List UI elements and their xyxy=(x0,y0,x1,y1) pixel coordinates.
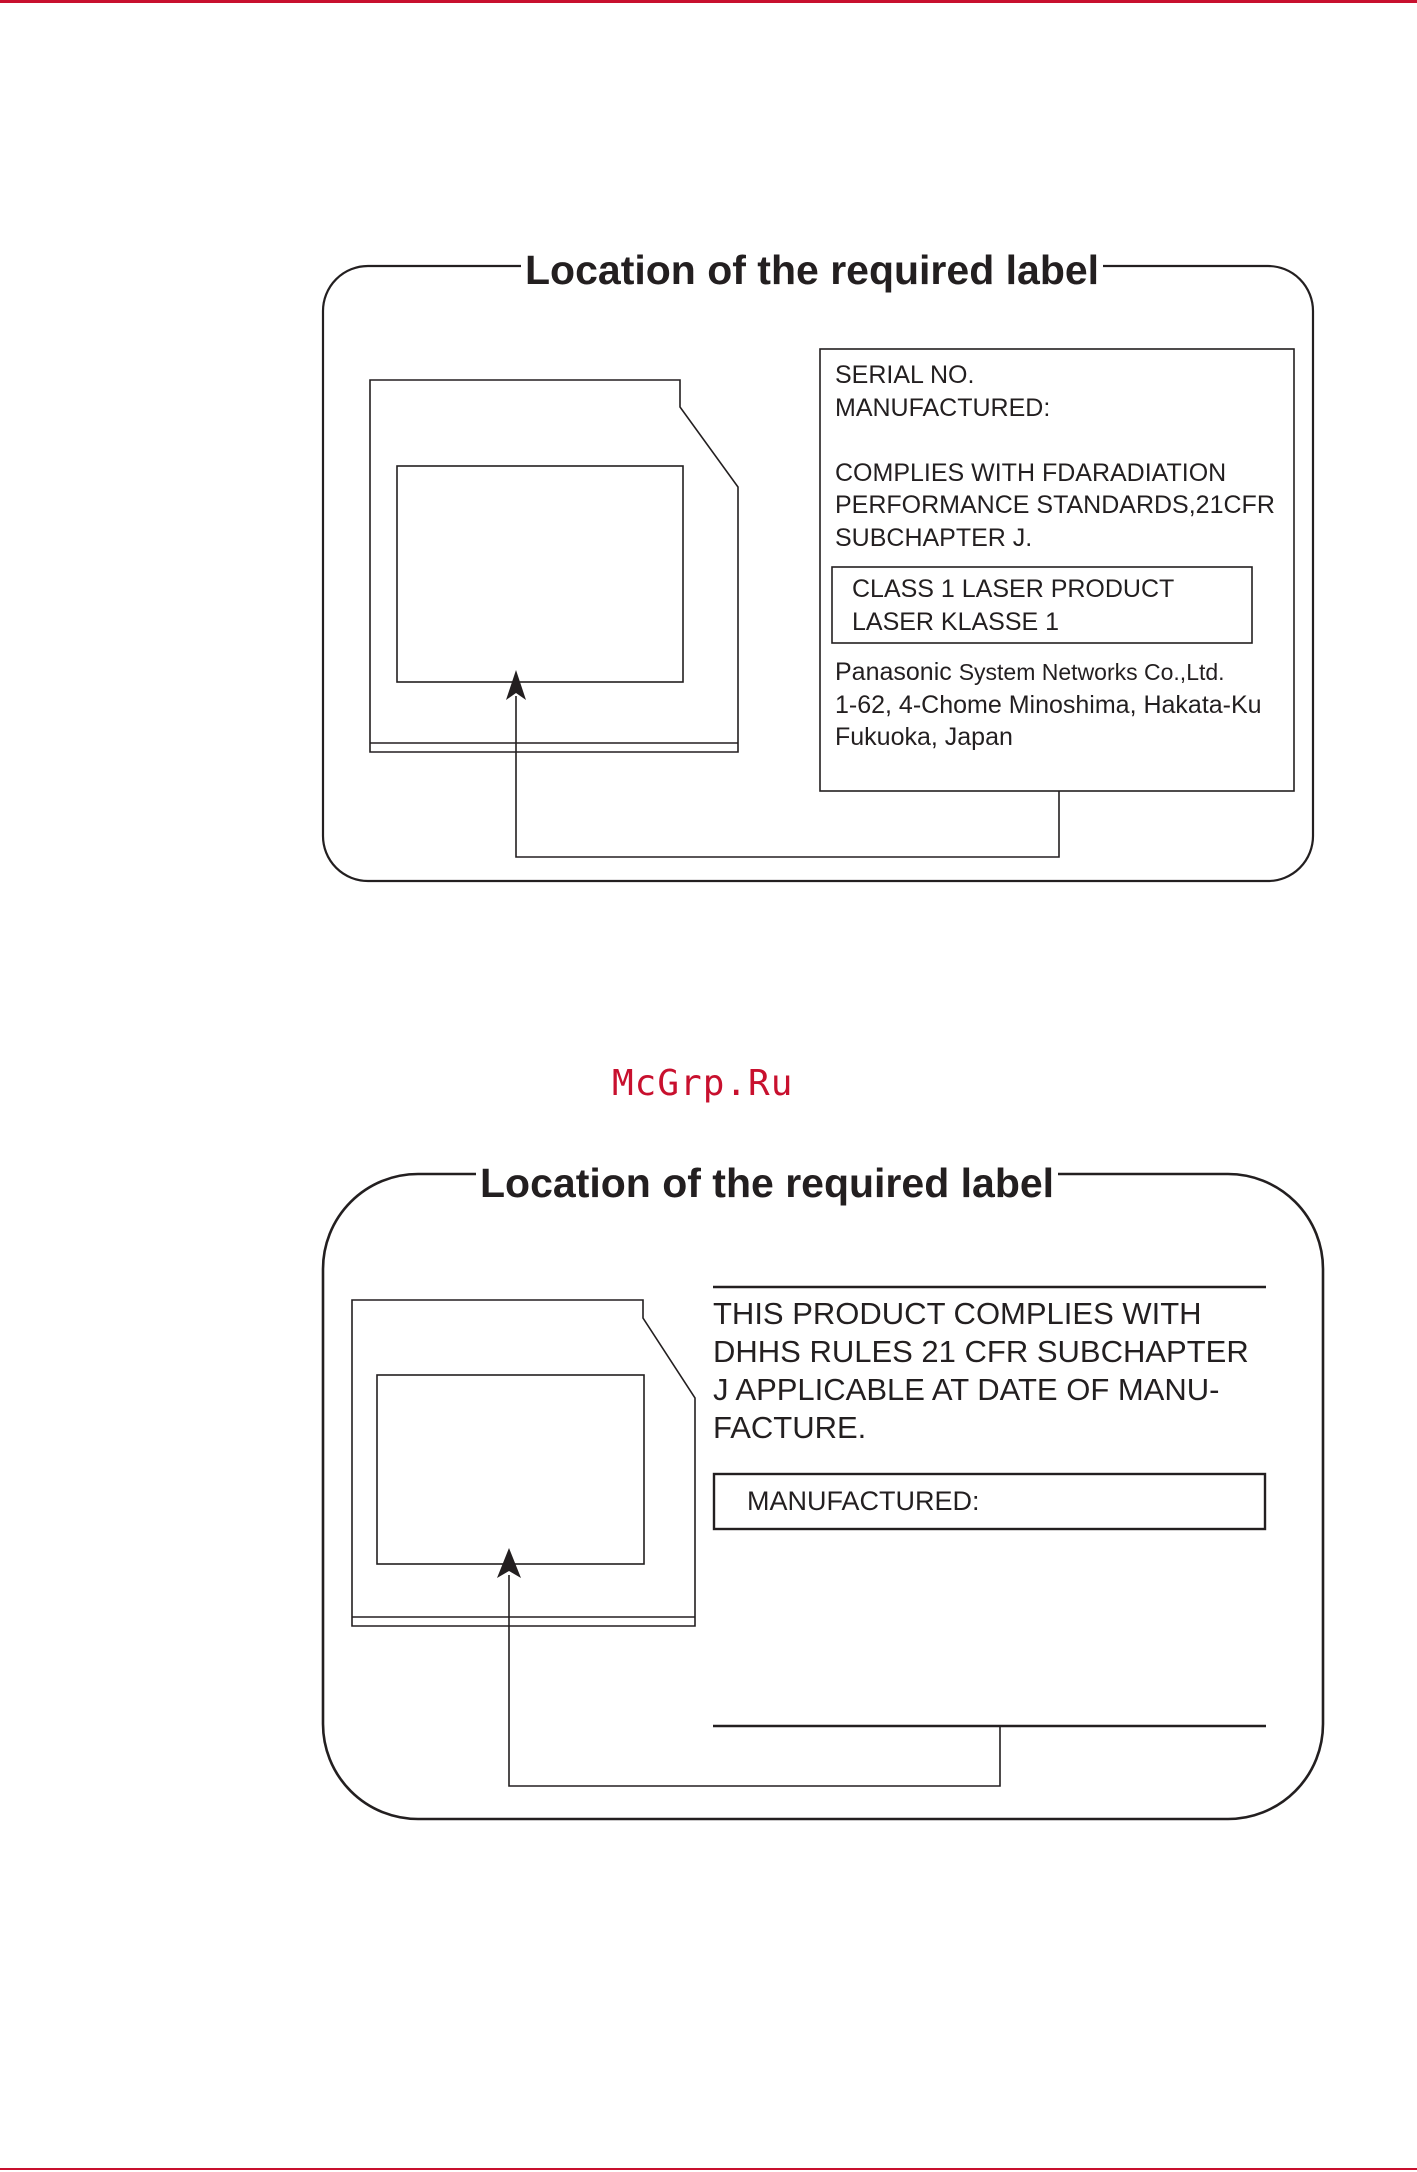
manufacturer-address-2: Fukuoka, Japan xyxy=(835,723,1013,751)
manufacturer-name xyxy=(835,656,1262,689)
figure1-drive-window xyxy=(397,466,683,682)
class-line: LASER KLASSE 1 xyxy=(852,607,1060,636)
label-line: FACTURE. xyxy=(713,1410,867,1445)
watermark-text: McGrp.Ru xyxy=(612,1063,794,1104)
figure1-class-text xyxy=(852,573,1174,638)
label-line: SERIAL NO. xyxy=(835,361,975,389)
label-line: THIS PRODUCT COMPLIES WITH xyxy=(713,1296,1202,1331)
manufacturer-brand: Panasonic xyxy=(835,658,952,686)
label-line xyxy=(835,424,1275,457)
class-line: CLASS 1 LASER PRODUCT xyxy=(852,575,1175,603)
figure1-title: Location of the required label xyxy=(521,246,1103,294)
manufacturer-address-1: 1-62, 4-Chome Minoshima, Hakata-Ku xyxy=(835,690,1262,719)
label-line: COMPLIES WITH FDARADIATION xyxy=(835,458,1227,487)
figure2-arrow-head xyxy=(497,1548,521,1578)
manufacturer-company: System Networks Co.,Ltd. xyxy=(958,659,1225,685)
figure2-label-text xyxy=(713,1295,1249,1447)
label-line: PERFORMANCE STANDARDS,21CFR xyxy=(835,491,1275,519)
label-line: DHHS RULES 21 CFR SUBCHAPTER xyxy=(713,1334,1249,1369)
figure1-arrow-head xyxy=(506,670,526,700)
figure2-manufactured-text: MANUFACTURED: xyxy=(747,1486,980,1516)
label-line: J APPLICABLE AT DATE OF MANU- xyxy=(713,1372,1220,1407)
figure2-drive-window xyxy=(377,1375,644,1564)
figure2-title: Location of the required label xyxy=(476,1159,1058,1207)
label-line: MANUFACTURED: xyxy=(835,393,1051,422)
figure1-label-text xyxy=(835,359,1275,554)
label-line: SUBCHAPTER J. xyxy=(835,523,1033,552)
bottom-rule xyxy=(0,2168,1417,2170)
figure1-manufacturer xyxy=(835,656,1262,754)
figure2-leader-line xyxy=(509,1575,1000,1786)
